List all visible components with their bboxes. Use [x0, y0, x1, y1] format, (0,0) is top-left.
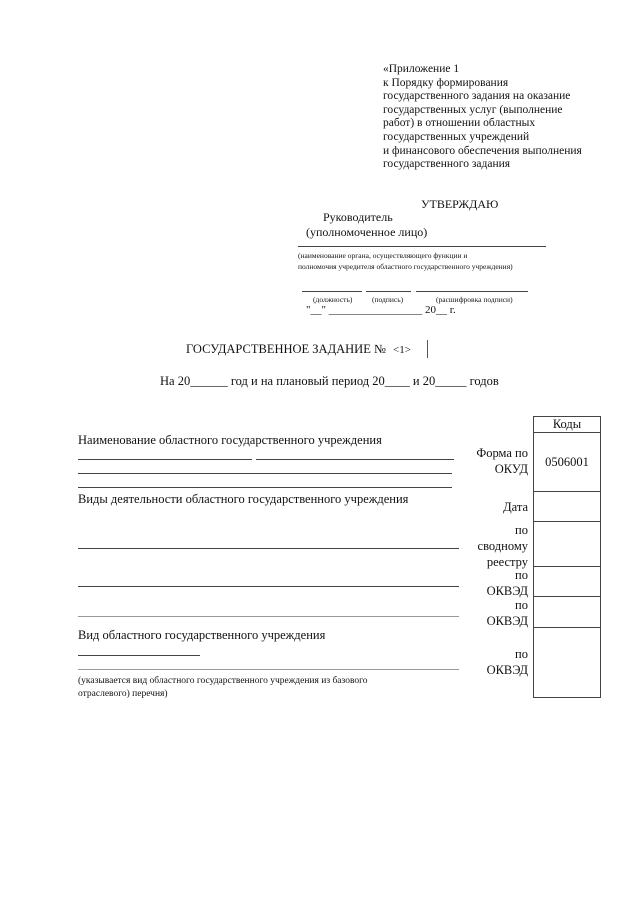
caption-decoding: (расшифровка подписи)	[436, 295, 513, 304]
document-period: На 20______ год и на плановый период 20____ и 20_____ годов	[160, 374, 499, 388]
caption-position: (должность)	[313, 295, 353, 304]
appendix-line: государственного задания на оказание	[383, 90, 571, 103]
title-cursor-bar	[427, 340, 428, 358]
org-caption-line1: (наименование органа, осуществляющего функции и	[298, 251, 468, 260]
appendix-line: работ) в отношении областных	[383, 117, 536, 130]
okved-label-2	[487, 597, 528, 629]
position-line	[302, 291, 362, 292]
activity-types-line-2	[78, 586, 459, 587]
kind-note-line2: отраслевого) перечня)	[78, 689, 168, 699]
okud-value: 0506001	[545, 455, 589, 469]
okud-cell	[533, 432, 601, 492]
appendix-note	[383, 63, 582, 172]
okved-cell-3[interactable]	[533, 627, 601, 698]
appendix-line: государственного задания	[383, 158, 511, 171]
org-name-line	[298, 246, 546, 247]
institution-kind-line	[78, 669, 459, 670]
document-title	[186, 342, 411, 357]
date-label: Дата	[503, 500, 528, 514]
institution-kind-line-short	[78, 655, 200, 656]
activity-types-label: Виды деятельности областного государственного учреждения	[78, 492, 409, 506]
approval-head: Руководитель	[323, 210, 393, 224]
institution-name-line-a	[78, 459, 252, 460]
kind-note-line1: (указывается вид областного государственного учреждения из базового	[78, 676, 368, 686]
institution-kind-label: Вид областного государственного учреждения	[78, 628, 326, 642]
appendix-line: к Порядку формирования	[383, 76, 509, 89]
appendix-line: государственных учреждений	[383, 130, 530, 143]
approval-head-sub: (уполномоченное лицо)	[306, 225, 428, 239]
appendix-line: государственных услуг (выполнение	[383, 103, 563, 116]
okved-label-2-line2: ОКВЭД	[486, 614, 528, 628]
okved-label-2-line1: по	[515, 598, 528, 612]
caption-signature: (подпись)	[372, 295, 404, 304]
okved-cell-2[interactable]	[533, 596, 601, 628]
registry-label-line2: сводному	[477, 539, 528, 553]
org-caption-line2: полномочия учредителя областного государственного учреждения)	[298, 262, 513, 271]
okved-label-3-line2: ОКВЭД	[486, 663, 528, 677]
okved-label-1-line1: по	[515, 568, 528, 582]
activity-types-line-1	[78, 548, 459, 549]
institution-name-line-b	[256, 459, 454, 460]
document-title-text: ГОСУДАРСТВЕННОЕ ЗАДАНИЕ №	[186, 342, 386, 356]
okved-cell-1[interactable]	[533, 566, 601, 597]
decoding-line	[416, 291, 528, 292]
okved-label-3	[487, 646, 528, 678]
registry-label-line3: реестру	[486, 555, 528, 569]
approval-title: УТВЕРЖДАЮ	[421, 197, 499, 211]
approval-date: "__" _________________ 20__ г.	[306, 304, 456, 316]
codes-header: Коды	[552, 417, 582, 431]
codes-header-cell	[533, 416, 601, 433]
institution-name-label: Наименование областного государственного учреждения	[78, 433, 382, 447]
document-number: <1>	[393, 344, 411, 356]
registry-cell[interactable]	[533, 521, 601, 567]
appendix-line: «Приложение 1	[383, 63, 460, 75]
okved-label-1	[487, 567, 528, 599]
registry-label-line1: по	[515, 523, 528, 537]
registry-label	[478, 522, 528, 570]
date-cell[interactable]	[533, 491, 601, 522]
institution-name-line-d	[78, 487, 452, 488]
institution-name-line-c	[78, 473, 452, 474]
okved-label-3-line1: по	[515, 647, 528, 661]
okud-label	[476, 445, 528, 477]
appendix-line: и финансового обеспечения выполнения	[383, 144, 582, 157]
okved-label-1-line2: ОКВЭД	[486, 584, 528, 598]
okud-label-line2: ОКУД	[494, 462, 528, 476]
activity-types-line-3	[78, 616, 459, 617]
okud-label-line1: Форма по	[476, 446, 528, 460]
signature-line	[366, 291, 411, 292]
